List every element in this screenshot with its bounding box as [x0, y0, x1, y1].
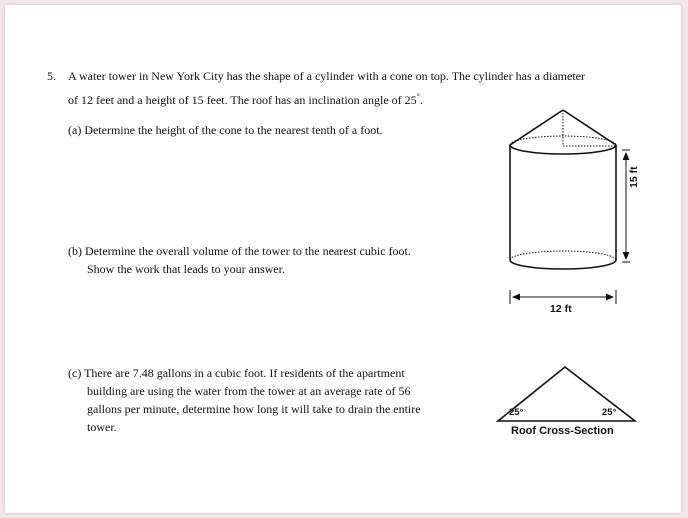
part-c-question-line-2: building are using the water from the tower at an average rate of 56	[87, 384, 411, 398]
part-c-question-line-1: (c) There are 7.48 gallons in a cubic foot. If residents of the apartment	[68, 366, 405, 380]
part-b-question-line-1: (b) Determine the overall volume of the tower to the nearest cubic foot.	[68, 244, 411, 258]
cone-roof	[510, 110, 616, 146]
diameter-label: 12 ft	[550, 303, 572, 315]
stem-line-2-text: of 12 feet and a height of 15 feet. The roof has an inclination angle of	[68, 93, 402, 107]
part-c-question-line-3: gallons per minute, determine how long it will take to drain the entire	[87, 402, 421, 416]
height-label: 15 ft	[628, 166, 640, 188]
bottom-ellipse-front	[510, 260, 616, 269]
part-a-question: (a) Determine the height of the cone to the nearest tenth of a foot.	[68, 123, 383, 137]
angle-degree-sign: °	[416, 92, 420, 101]
roof-cross-section-caption: Roof Cross-Section	[511, 425, 614, 437]
problem-stem-line-1: A water tower in New York City has the shape of a cylinder with a cone on top. The cylinder has a diameter	[68, 69, 585, 83]
part-b-question-line-2: Show the work that leads to your answer.	[87, 262, 285, 276]
angle-number: 25	[404, 93, 417, 107]
roof-left-angle-label: 25°	[509, 407, 524, 418]
problem-number: 5.	[47, 69, 56, 83]
roof-right-angle-label: 25°	[602, 407, 617, 418]
stem-line-2-period: .	[419, 93, 423, 107]
bottom-ellipse-back	[510, 251, 616, 260]
diameter-dimension	[510, 290, 616, 304]
part-c-question-line-4: tower.	[87, 420, 117, 434]
